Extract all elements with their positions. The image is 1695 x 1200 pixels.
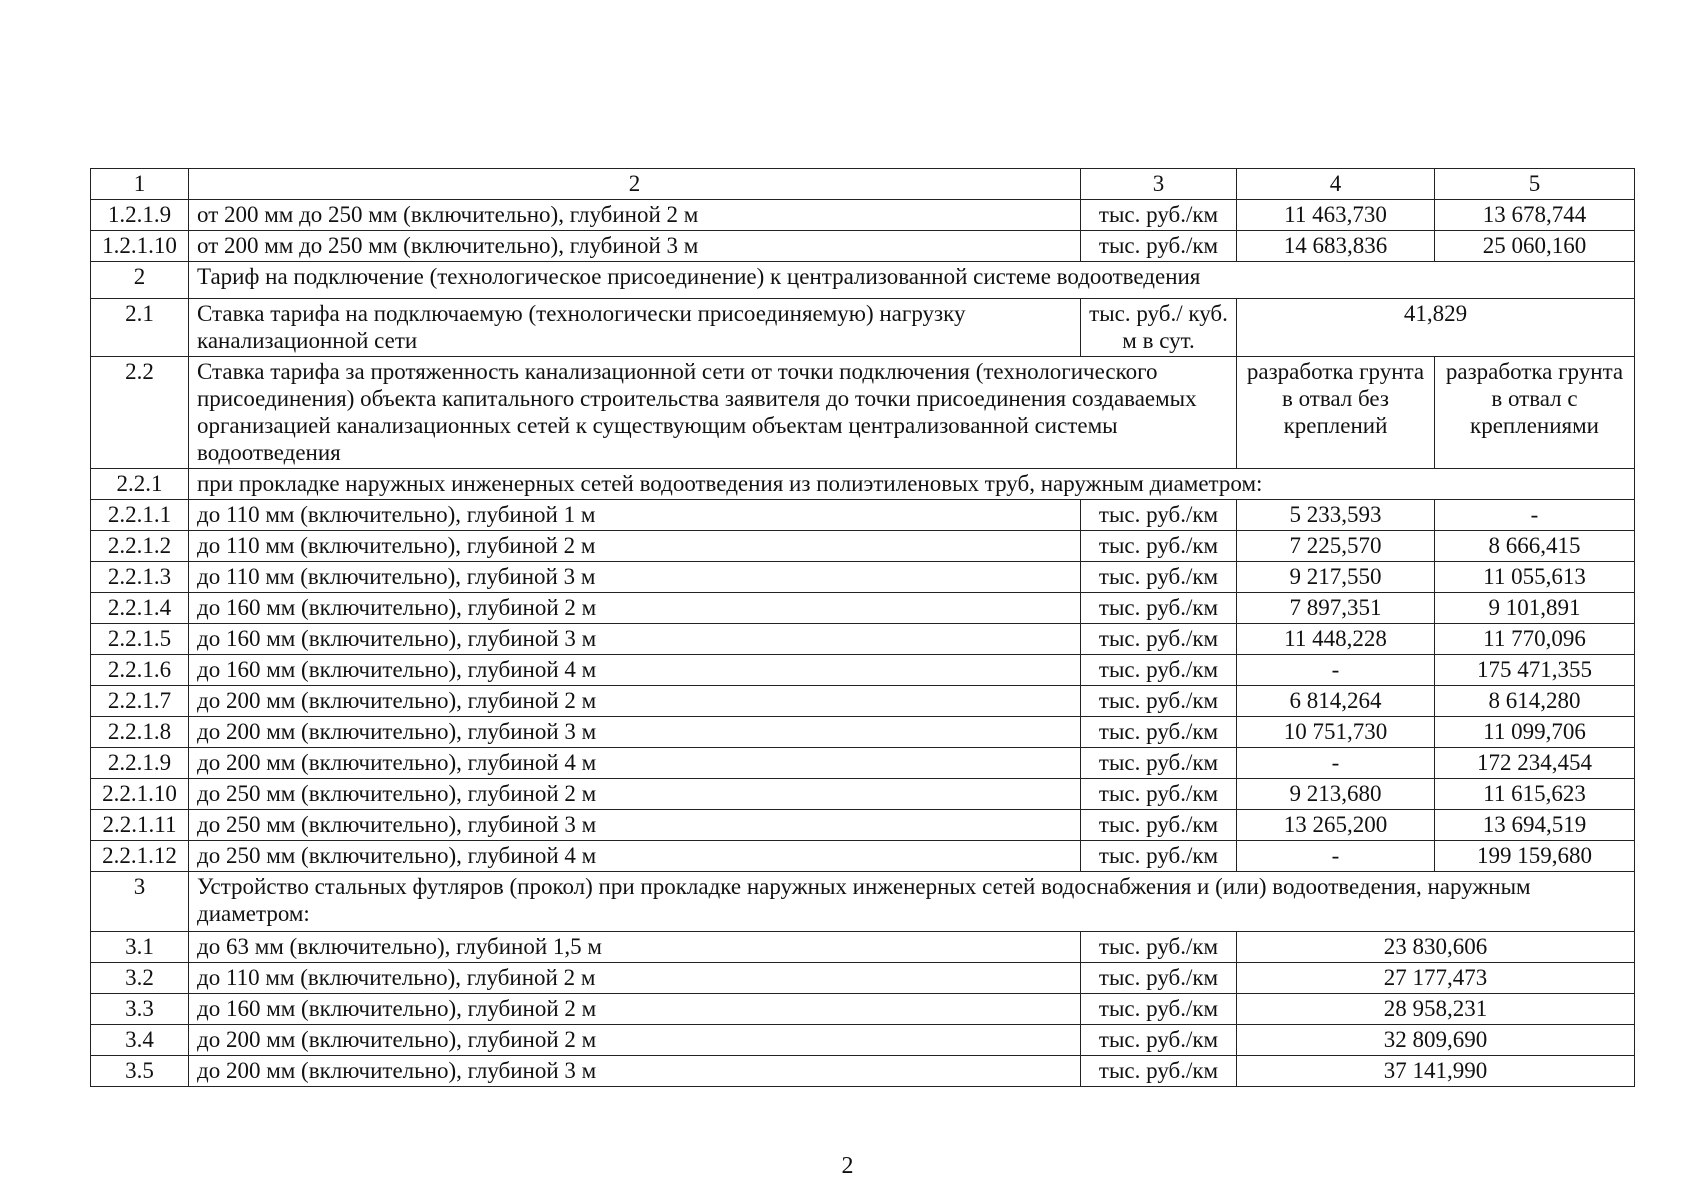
subsection-row (91, 469, 1635, 500)
section-number: 2 (91, 262, 189, 299)
table-row (91, 299, 1635, 357)
section-row (91, 262, 1635, 299)
table-row (91, 1025, 1635, 1056)
row-value-col5: 199 159,680 (1435, 841, 1635, 872)
row-unit: тыс. руб./км (1081, 500, 1237, 531)
row-value-col4: 11 448,228 (1237, 624, 1435, 655)
header-row (91, 169, 1635, 200)
row-value-col5: 13 678,744 (1435, 200, 1635, 231)
row-value-col5: 11 055,613 (1435, 562, 1635, 593)
row-number: 1.2.1.10 (91, 231, 189, 262)
row-description: до 160 мм (включительно), глубиной 2 м (189, 593, 1081, 624)
table-row (91, 932, 1635, 963)
row-unit: тыс. руб./км (1081, 810, 1237, 841)
header-cell: 3 (1081, 169, 1237, 200)
header-cell: 2 (189, 169, 1081, 200)
row-number: 3.4 (91, 1025, 189, 1056)
row-value-col5: 11 615,623 (1435, 779, 1635, 810)
header-cell: 4 (1237, 169, 1435, 200)
table-row (91, 779, 1635, 810)
row-unit: тыс. руб./км (1081, 717, 1237, 748)
row-number: 3.2 (91, 963, 189, 994)
table-row (91, 686, 1635, 717)
row-value-merged: 37 141,990 (1237, 1056, 1635, 1087)
row-description: до 110 мм (включительно), глубиной 2 м (189, 963, 1081, 994)
row-value-col5: 175 471,355 (1435, 655, 1635, 686)
table-row (91, 810, 1635, 841)
row-value-col5: 11 099,706 (1435, 717, 1635, 748)
row-unit: тыс. руб./км (1081, 231, 1237, 262)
row-description: до 160 мм (включительно), глубиной 4 м (189, 655, 1081, 686)
row-value-col5: 11 770,096 (1435, 624, 1635, 655)
row-number: 2.2.1 (91, 469, 189, 500)
row-unit: тыс. руб./км (1081, 779, 1237, 810)
section-title: Устройство стальных футляров (прокол) при прокладке наружных инженерных сетей водоснабжения и (или) водоотведения, наружным диаметром: (189, 872, 1635, 932)
row-description: до 63 мм (включительно), глубиной 1,5 м (189, 932, 1081, 963)
table-row (91, 200, 1635, 231)
row-value-col4: - (1237, 841, 1435, 872)
table-row (91, 655, 1635, 686)
row-description: при прокладке наружных инженерных сетей водоотведения из полиэтиленовых труб, наружным диаметром: (189, 469, 1635, 500)
row-number: 2.2.1.10 (91, 779, 189, 810)
row-description: до 200 мм (включительно), глубиной 2 м (189, 1025, 1081, 1056)
section-number: 3 (91, 872, 189, 932)
row-value-col4: 7 225,570 (1237, 531, 1435, 562)
row-value-col4: 7 897,351 (1237, 593, 1435, 624)
row-unit: тыс. руб./км (1081, 593, 1237, 624)
row-description: от 200 мм до 250 мм (включительно), глубиной 2 м (189, 200, 1081, 231)
row-unit: тыс. руб./км (1081, 686, 1237, 717)
row-value-col4: - (1237, 748, 1435, 779)
tariff-table-body (91, 169, 1635, 1087)
row-value-merged: 23 830,606 (1237, 932, 1635, 963)
table-row (91, 357, 1635, 469)
row-value-col4: 13 265,200 (1237, 810, 1435, 841)
row-description: Ставка тарифа за протяженность канализационной сети от точки подключения (технологического присоединения) объекта капитального строительства заявителя до точки присоединения создаваемых организацией канализационных сетей к существующим объектам централизованной системы водоотведения (189, 357, 1237, 469)
row-value-merged: 41,829 (1237, 299, 1635, 357)
row-number: 2.2.1.12 (91, 841, 189, 872)
table-row (91, 500, 1635, 531)
row-description: до 250 мм (включительно), глубиной 4 м (189, 841, 1081, 872)
row-unit: тыс. руб./км (1081, 963, 1237, 994)
row-value-col5: 8 614,280 (1435, 686, 1635, 717)
table-row (91, 994, 1635, 1025)
row-description: до 160 мм (включительно), глубиной 3 м (189, 624, 1081, 655)
row-unit: тыс. руб./км (1081, 1025, 1237, 1056)
row-number: 2.1 (91, 299, 189, 357)
row-value-merged: 32 809,690 (1237, 1025, 1635, 1056)
header-cell: 1 (91, 169, 189, 200)
row-number: 2.2.1.4 (91, 593, 189, 624)
row-unit: тыс. руб./км (1081, 200, 1237, 231)
row-value-merged: 27 177,473 (1237, 963, 1635, 994)
row-value-col4: 10 751,730 (1237, 717, 1435, 748)
row-unit: тыс. руб./ куб. м в сут. (1081, 299, 1237, 357)
table-row (91, 624, 1635, 655)
row-description: до 160 мм (включительно), глубиной 2 м (189, 994, 1081, 1025)
row-number: 2.2.1.9 (91, 748, 189, 779)
row-number: 1.2.1.9 (91, 200, 189, 231)
row-number: 2.2 (91, 357, 189, 469)
row-number: 3.5 (91, 1056, 189, 1087)
row-number: 2.2.1.11 (91, 810, 189, 841)
row-number: 3.3 (91, 994, 189, 1025)
row-value-col5: 8 666,415 (1435, 531, 1635, 562)
table-row (91, 231, 1635, 262)
row-description: до 200 мм (включительно), глубиной 2 м (189, 686, 1081, 717)
row-value-col5: 25 060,160 (1435, 231, 1635, 262)
row-number: 2.2.1.6 (91, 655, 189, 686)
row-description: до 200 мм (включительно), глубиной 4 м (189, 748, 1081, 779)
row-description: до 110 мм (включительно), глубиной 3 м (189, 562, 1081, 593)
row-description: до 110 мм (включительно), глубиной 2 м (189, 531, 1081, 562)
table-row (91, 562, 1635, 593)
page-number: 2 (841, 1153, 854, 1179)
row-unit: тыс. руб./км (1081, 562, 1237, 593)
row-description: до 200 мм (включительно), глубиной 3 м (189, 1056, 1081, 1087)
row-value-col4: 11 463,730 (1237, 200, 1435, 231)
row-description: до 250 мм (включительно), глубиной 2 м (189, 779, 1081, 810)
row-value-merged: 28 958,231 (1237, 994, 1635, 1025)
row-number: 2.2.1.7 (91, 686, 189, 717)
row-value-col5: 172 234,454 (1435, 748, 1635, 779)
table-row (91, 593, 1635, 624)
table-row (91, 963, 1635, 994)
row-value-col4: 9 213,680 (1237, 779, 1435, 810)
row-unit: тыс. руб./км (1081, 1056, 1237, 1087)
row-value-col4: 6 814,264 (1237, 686, 1435, 717)
header-cell: 5 (1435, 169, 1635, 200)
section-title: Тариф на подключение (технологическое присоединение) к централизованной системе водоотведения (189, 262, 1635, 299)
column-note-col4: разработка грунта в отвал без креплений (1237, 357, 1435, 469)
row-number: 2.2.1.3 (91, 562, 189, 593)
row-unit: тыс. руб./км (1081, 932, 1237, 963)
row-unit: тыс. руб./км (1081, 531, 1237, 562)
column-note-col5: разработка грунта в отвал с креплениями (1435, 357, 1635, 469)
row-value-col4: 9 217,550 (1237, 562, 1435, 593)
row-value-col5: 13 694,519 (1435, 810, 1635, 841)
row-description: Ставка тарифа на подключаемую (технологически присоединяемую) нагрузку канализационной сети (189, 299, 1081, 357)
table-row (91, 531, 1635, 562)
row-description: до 110 мм (включительно), глубиной 1 м (189, 500, 1081, 531)
row-unit: тыс. руб./км (1081, 655, 1237, 686)
table-row (91, 841, 1635, 872)
table-row (91, 717, 1635, 748)
row-unit: тыс. руб./км (1081, 994, 1237, 1025)
row-number: 3.1 (91, 932, 189, 963)
row-number: 2.2.1.2 (91, 531, 189, 562)
row-number: 2.2.1.1 (91, 500, 189, 531)
row-value-col4: 14 683,836 (1237, 231, 1435, 262)
row-value-col5: 9 101,891 (1435, 593, 1635, 624)
row-value-col5: - (1435, 500, 1635, 531)
row-unit: тыс. руб./км (1081, 841, 1237, 872)
section-row (91, 872, 1635, 932)
row-value-col4: 5 233,593 (1237, 500, 1435, 531)
row-description: от 200 мм до 250 мм (включительно), глубиной 3 м (189, 231, 1081, 262)
row-number: 2.2.1.5 (91, 624, 189, 655)
row-description: до 250 мм (включительно), глубиной 3 м (189, 810, 1081, 841)
table-row (91, 748, 1635, 779)
tariff-table (90, 168, 1635, 1087)
row-number: 2.2.1.8 (91, 717, 189, 748)
row-unit: тыс. руб./км (1081, 624, 1237, 655)
table-row (91, 1056, 1635, 1087)
row-unit: тыс. руб./км (1081, 748, 1237, 779)
row-description: до 200 мм (включительно), глубиной 3 м (189, 717, 1081, 748)
row-value-col4: - (1237, 655, 1435, 686)
